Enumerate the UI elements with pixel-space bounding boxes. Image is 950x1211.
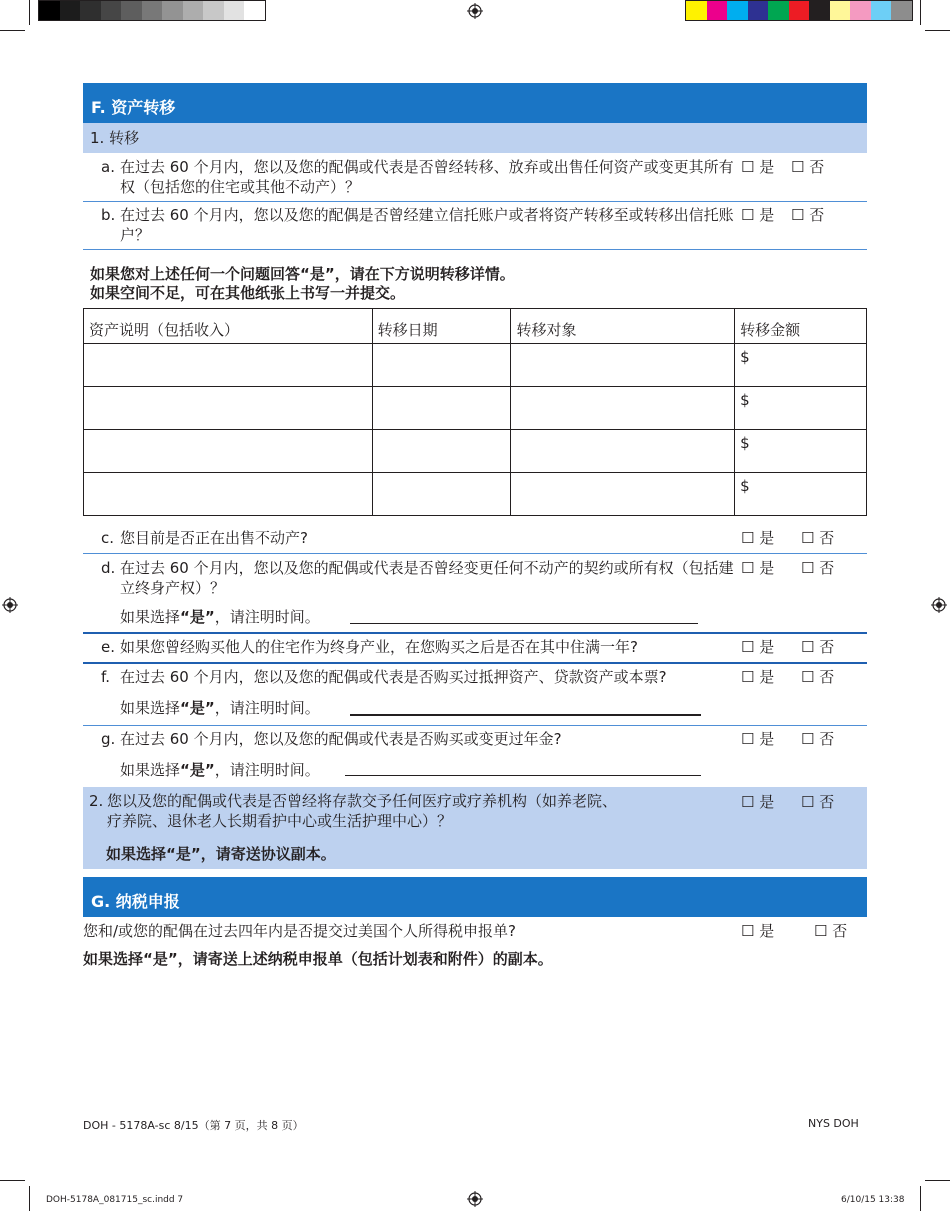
form-id: DOH - 5178A-sc 8/15（第 7 页，共 8 页） (83, 1119, 304, 1132)
color-swatch (748, 1, 769, 20)
divider (83, 249, 867, 250)
question-text: 在过去 60 个月内，您以及您的配偶是否曾经建立信托账户或者将资产转移至或转移出信托账户？ (120, 206, 734, 244)
if-yes-date-prompt (120, 759, 320, 780)
color-swatch (891, 1, 912, 20)
question-g (83, 729, 867, 751)
question-2-line: 您以及您的配偶或代表是否曾经将存款交予任何医疗或疗养机构（如养老院、 (107, 792, 618, 810)
question-f (83, 667, 867, 689)
asset-cell[interactable] (84, 473, 373, 516)
date-cell[interactable] (372, 473, 511, 516)
crop-mark (0, 1180, 25, 1181)
table-row (84, 430, 867, 473)
divider (83, 662, 867, 664)
question-number: 2. (89, 792, 104, 810)
transfer-details-table (83, 308, 867, 516)
question-letter: c. (101, 529, 115, 547)
no-checkbox[interactable]: ☐ 否 (801, 529, 835, 547)
grayscale-swatch (224, 1, 245, 20)
grayscale-swatch (101, 1, 122, 20)
prompt-text: ，请注明时间。 (214, 699, 320, 717)
crop-mark (925, 30, 950, 31)
question-d (83, 558, 867, 600)
yes-checkbox[interactable]: ☐ 是 (741, 559, 775, 577)
print-date: 6/10/15 13:38 (841, 1195, 905, 1205)
yes-checkbox[interactable]: ☐ 是 (741, 793, 775, 811)
grayscale-swatch (162, 1, 183, 20)
divider (83, 553, 867, 554)
no-checkbox[interactable]: ☐ 否 (801, 668, 835, 686)
date-cell[interactable] (372, 387, 511, 430)
table-header-row (84, 309, 867, 344)
tax-return-note: 如果选择“是”，请寄送上述纳税申报单（包括计划表和附件）的副本。 (83, 950, 553, 968)
file-slug: DOH-5178A_081715_sc.indd 7 (46, 1195, 184, 1205)
question-letter: e. (101, 638, 115, 656)
question-text: 如果您曾经购买他人的住宅作为终身产业，在您购买之后是否在其中住满一年? (120, 638, 638, 656)
amount-cell[interactable]: $ (735, 387, 867, 430)
divider (83, 725, 867, 726)
no-checkbox[interactable]: ☐ 否 (801, 638, 835, 656)
if-yes-date-prompt (120, 697, 320, 718)
table-row (84, 344, 867, 387)
tax-return-question (83, 921, 867, 943)
color-swatch (789, 1, 810, 20)
subsection-transfer-title: 1. 转移 (83, 123, 867, 153)
date-cell[interactable] (372, 430, 511, 473)
recipient-cell[interactable] (511, 387, 735, 430)
registration-mark-icon (467, 3, 483, 19)
yes-checkbox[interactable]: ☐ 是 (741, 668, 775, 686)
table-row (84, 387, 867, 430)
question-text: 您目前是否正在出售不动产? (120, 529, 308, 547)
prompt-text: ，请注明时间。 (214, 608, 320, 626)
yes-checkbox[interactable]: ☐ 是 (741, 206, 775, 224)
date-input-line[interactable] (350, 623, 698, 624)
amount-cell[interactable]: $ (735, 344, 867, 387)
asset-cell[interactable] (84, 387, 373, 430)
question-b (83, 205, 867, 247)
grayscale-swatch (142, 1, 163, 20)
question-2-panel (83, 787, 867, 869)
yes-checkbox[interactable]: ☐ 是 (741, 638, 775, 656)
no-checkbox[interactable]: ☐ 否 (801, 559, 835, 577)
grayscale-calibration-bar (38, 0, 266, 21)
question-2-line: 疗养院、退休老人长期看护中心或生活护理中心）？ (107, 812, 453, 830)
no-checkbox[interactable]: ☐ 否 (791, 206, 825, 224)
table-row (84, 473, 867, 516)
agency-name: NYS DOH (808, 1117, 859, 1130)
recipient-cell[interactable] (511, 344, 735, 387)
crop-mark (920, 1186, 921, 1211)
column-header-recipient: 转移对象 (511, 309, 735, 344)
question-text: 在过去 60 个月内，您以及您的配偶或代表是否购买过抵押资产、贷款资产或本票? (120, 668, 667, 686)
color-swatch (830, 1, 851, 20)
transfer-instruction-line: 如果您对上述任何一个问题回答“是”，请在下方说明转移详情。 (90, 265, 515, 283)
date-input-line[interactable] (350, 714, 701, 716)
section-g-header: G. 纳税申报 (83, 877, 867, 917)
question-2-text (107, 791, 707, 831)
asset-cell[interactable] (84, 344, 373, 387)
color-calibration-bar (685, 0, 913, 21)
yes-checkbox[interactable]: ☐ 是 (741, 529, 775, 547)
question-a (83, 157, 867, 199)
grayscale-swatch (121, 1, 142, 20)
asset-cell[interactable] (84, 430, 373, 473)
color-swatch (686, 1, 707, 20)
grayscale-swatch (244, 1, 265, 20)
prompt-text: 如果选择 (120, 608, 181, 626)
no-checkbox[interactable]: ☐ 否 (801, 793, 835, 811)
crop-mark (925, 1180, 950, 1181)
prompt-text: 如果选择 (120, 699, 181, 717)
no-checkbox[interactable]: ☐ 否 (791, 158, 825, 176)
color-swatch (727, 1, 748, 20)
crop-mark (0, 30, 25, 31)
prompt-text: 如果选择 (120, 761, 181, 779)
question-letter: b. (101, 206, 116, 224)
yes-checkbox[interactable]: ☐ 是 (741, 922, 775, 940)
section-f-header: F. 资产转移 (83, 83, 867, 123)
color-swatch (768, 1, 789, 20)
divider (83, 201, 867, 202)
column-header-date: 转移日期 (372, 309, 511, 344)
color-swatch (707, 1, 728, 20)
no-checkbox[interactable]: ☐ 否 (801, 730, 835, 748)
prompt-text: ，请注明时间。 (214, 761, 320, 779)
prompt-yes-emphasis: “是” (180, 761, 215, 779)
grayscale-swatch (39, 1, 60, 20)
column-header-asset: 资产说明（包括收入） (84, 309, 373, 344)
yes-checkbox[interactable]: ☐ 是 (741, 730, 775, 748)
prompt-yes-emphasis: “是” (180, 699, 215, 717)
crop-mark (920, 0, 921, 25)
question-text: 在过去 60 个月内，您以及您的配偶或代表是否购买或变更过年金? (120, 730, 562, 748)
no-checkbox[interactable]: ☐ 否 (814, 922, 848, 940)
question-letter: g. (101, 730, 116, 748)
question-text: 您和/或您的配偶在过去四年内是否提交过美国个人所得税申报单? (83, 922, 517, 940)
question-2-note: 如果选择“是”，请寄送协议副本。 (106, 845, 336, 863)
recipient-cell[interactable] (511, 473, 735, 516)
color-swatch (871, 1, 892, 20)
question-text: 在过去 60 个月内，您以及您的配偶或代表是否曾经变更任何不动产的契约或所有权（包括建立终身产权）？ (120, 559, 734, 597)
grayscale-swatch (80, 1, 101, 20)
recipient-cell[interactable] (511, 430, 735, 473)
question-text: 在过去 60 个月内，您以及您的配偶或代表是否曾经转移、放弃或出售任何资产或变更其所有权（包括您的住宅或其他不动产）？ (120, 158, 734, 196)
date-cell[interactable] (372, 344, 511, 387)
column-header-amount: 转移金额 (735, 309, 867, 344)
transfer-instruction-line: 如果空间不足，可在其他纸张上书写一并提交。 (90, 284, 406, 302)
transfer-instructions (90, 265, 515, 303)
divider (83, 632, 867, 634)
yes-checkbox[interactable]: ☐ 是 (741, 158, 775, 176)
date-input-line[interactable] (345, 775, 701, 776)
grayscale-swatch (60, 1, 81, 20)
registration-mark-icon (931, 597, 947, 613)
crop-mark (29, 0, 30, 25)
question-letter: a. (101, 158, 115, 176)
question-c (83, 528, 867, 550)
grayscale-swatch (203, 1, 224, 20)
question-e (83, 637, 867, 659)
question-letter: d. (101, 559, 116, 577)
color-swatch (809, 1, 830, 20)
prompt-yes-emphasis: “是” (180, 608, 215, 626)
question-letter: f. (101, 668, 110, 686)
grayscale-swatch (183, 1, 204, 20)
crop-mark (29, 1186, 30, 1211)
amount-cell[interactable]: $ (735, 473, 867, 516)
registration-mark-icon (467, 1191, 483, 1207)
registration-mark-icon (2, 597, 18, 613)
if-yes-date-prompt (120, 606, 320, 627)
amount-cell[interactable]: $ (735, 430, 867, 473)
color-swatch (850, 1, 871, 20)
